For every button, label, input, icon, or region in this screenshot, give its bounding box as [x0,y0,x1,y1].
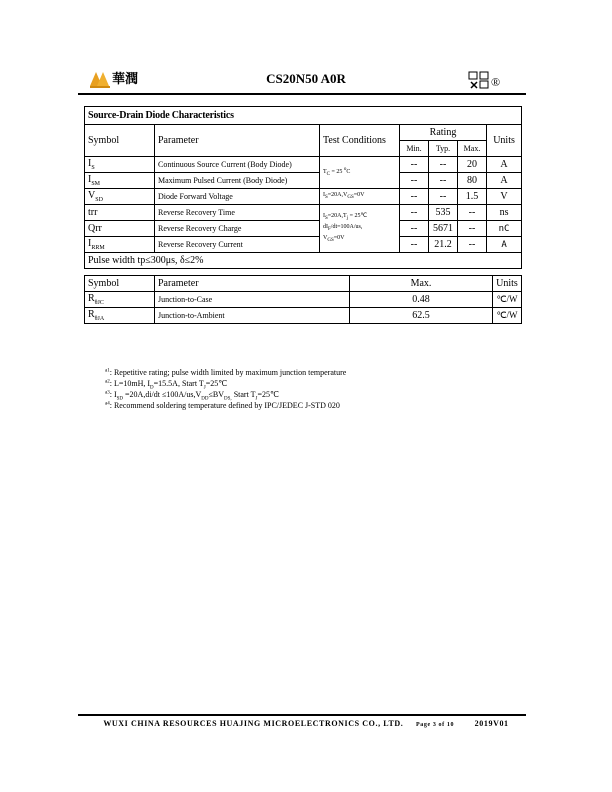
max-cell: -- [458,205,487,221]
min-cell: -- [400,237,429,253]
test-condition-vsd: $I_S=20A,V_{GS}=0V$ [320,189,400,205]
source-drain-diode-table [84,106,522,269]
header-rating: Rating [400,125,487,141]
footnote-4: $^{a4}$: Recommend soldering temperature defined by IPC/JEDEC J-STD 020 [105,401,340,410]
unit-cell: ns [487,205,522,221]
test-condition-reverse-recovery: $I_S=20A,T_j$ = 25℃ $dI_F/dt=100A/us$, $V_{GS}=0V$ [320,205,400,253]
thermal-resistance-table [84,275,522,324]
max-cell: 1.5 [458,189,487,205]
symbol-cell: $V_{SD}$ [85,189,155,205]
test-condition-tc: $T_C = 25$ $^o$C [320,157,400,189]
max-cell: 62.5 [350,308,493,324]
max-cell: -- [458,221,487,237]
max-cell: 80 [458,173,487,189]
typ-cell: -- [429,157,458,173]
table-row [85,205,522,221]
typ-cell: 5671 [429,221,458,237]
header-rule [78,93,526,95]
symbol-cell: trr [85,205,155,221]
unit-cell: A [487,173,522,189]
parameter-cell: Maximum Pulsed Current (Body Diode) [155,173,320,189]
header-max: Max. [458,141,487,157]
symbol-cell: $I_S$ [85,157,155,173]
page-footer [0,719,612,728]
min-cell: -- [400,189,429,205]
footnote-1: $^{a1}$: Repetitive rating; pulse width limited by maximum junction temperature [105,368,347,377]
unit-cell: ℃/W [493,292,522,308]
header-symbol: Symbol [85,276,155,292]
document-title: CS20N50 A0R [266,71,346,86]
symbol-cell: $R_{\theta JA}$ [85,308,155,324]
header-units: Units [487,125,522,157]
footer-rule [78,714,526,716]
unit-cell: V [487,189,522,205]
parameter-cell: Diode Forward Voltage [155,189,320,205]
header-test-conditions: Test Conditions [320,125,400,157]
header-typ: Typ. [429,141,458,157]
unit-cell: A [487,157,522,173]
max-cell: 0.48 [350,292,493,308]
parameter-cell: Reverse Recovery Current [155,237,320,253]
table-row [85,173,522,189]
header-symbol: Symbol [85,125,155,157]
min-cell: -- [400,221,429,237]
header-min: Min. [400,141,429,157]
symbol-cell: $I_{RRM}$ [85,237,155,253]
symbol-cell: $R_{\theta JC}$ [85,292,155,308]
parameter-cell: Reverse Recovery Time [155,205,320,221]
footnote-2: $^{a2}$: L=10mH, $I_D=15.5A$, Start $T_J=25℃$ [105,379,228,391]
unit-cell: ℃/W [493,308,522,324]
header-parameter: Parameter [155,276,350,292]
section-title: Source-Drain Diode Characteristics [85,107,522,125]
parameter-cell: Continuous Source Current (Body Diode) [155,157,320,173]
min-cell: -- [400,173,429,189]
typ-cell: -- [429,173,458,189]
parameter-cell: Junction-to-Case [155,292,350,308]
header-units: Units [493,276,522,292]
footer-page-number: Page 3 of 10 [416,722,455,728]
table-row [85,221,522,237]
unit-cell: A [487,237,522,253]
table-row [85,237,522,253]
company-logo-text: 華潤 [112,72,139,87]
table-row [85,189,522,205]
table-row [85,308,522,324]
header-parameter: Parameter [155,125,320,157]
table-row [85,157,522,173]
max-cell: -- [458,237,487,253]
symbol-cell: $I_{SM}$ [85,173,155,189]
min-cell: -- [400,205,429,221]
typ-cell: 535 [429,205,458,221]
symbol-cell: Qrr [85,221,155,237]
typ-cell: -- [429,189,458,205]
min-cell: -- [400,157,429,173]
parameter-cell: Junction-to-Ambient [155,308,350,324]
footer-company: WUXI CHINA RESOURCES HUAJING MICROELECTRONICS CO., LTD. [103,719,404,728]
footer-version: 2019V01 [474,719,509,728]
parameter-cell: Reverse Recovery Charge [155,221,320,237]
registered-symbol: ® [491,75,501,89]
pulse-width-note: Pulse width tp≤300μs, δ≤2% [85,253,522,269]
footnote-3: $^{a3}$: $I_{SD} =20A,di/dt \le 100A/us,V_{DD}\le BV_{DS,}$ Start $T_J=25℃$ [105,390,279,402]
max-cell: 20 [458,157,487,173]
table-row [85,292,522,308]
typ-cell: 21.2 [429,237,458,253]
unit-cell: nC [487,221,522,237]
header-max: Max. [350,276,493,292]
